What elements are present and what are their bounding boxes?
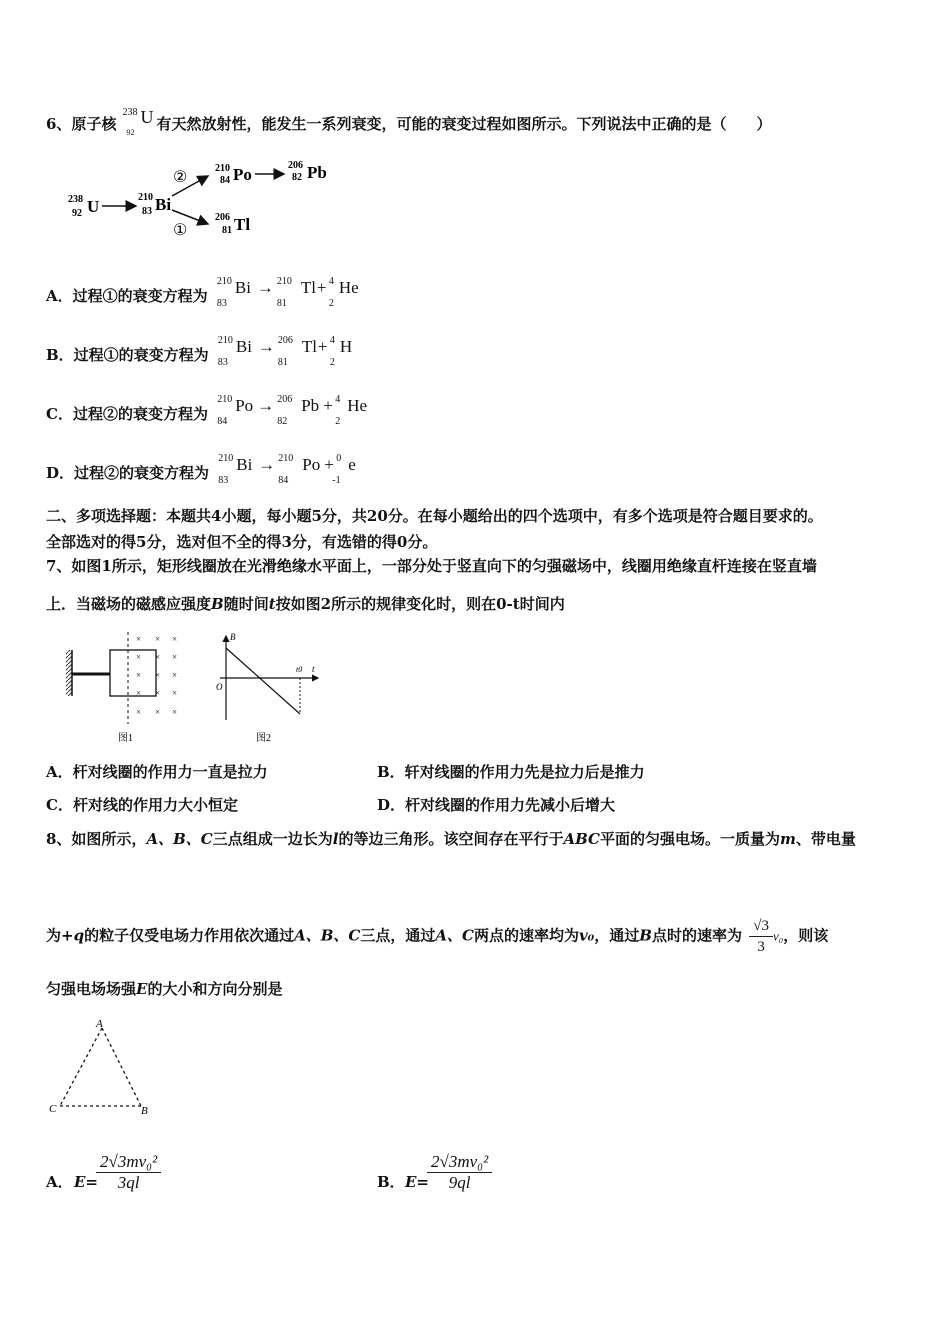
lhs-z: 83 (217, 357, 228, 368)
option-a-num: 2√3mv₀² (96, 1152, 161, 1173)
rhs-sym: Pb (301, 396, 320, 415)
svg-text:×: × (136, 707, 142, 717)
svg-text:×: × (172, 652, 178, 662)
q8-t2a: 为+ (46, 926, 74, 945)
q7-t: t (268, 595, 276, 613)
lhs-sym: Bi (235, 337, 252, 356)
q6-option-d[interactable] (46, 453, 374, 489)
field-crosses (136, 634, 177, 717)
q7-text-b: 随时间 (223, 595, 269, 613)
svg-text:×: × (136, 670, 142, 680)
pb-z: 82 (292, 172, 302, 183)
option-label: B． (377, 1173, 405, 1191)
fig1-label: 图1 (118, 733, 133, 744)
q7-text-a: 上．当磁场的磁感应强度 (46, 595, 212, 613)
svg-text:×: × (172, 707, 178, 717)
rhs-mass: 206 (277, 394, 293, 405)
u-mass: 238 (68, 194, 83, 205)
svg-text:×: × (172, 688, 178, 698)
q7-text-c: 按如图2所示的规律变化时，则在 (275, 595, 497, 613)
svg-text:×: × (155, 670, 161, 680)
b-line (226, 648, 303, 714)
q8-abc2: ABC (563, 830, 600, 848)
svg-text:×: × (155, 652, 161, 662)
decay-diagram (60, 158, 350, 242)
rhs-mass: 210 (278, 453, 294, 464)
vertex-b: B (141, 1105, 148, 1117)
origin-label: O (216, 682, 223, 692)
svg-text:×: × (136, 688, 142, 698)
q8-t2b: 的粒子仅受电场力作用依次通过 (84, 926, 295, 945)
q6-option-b[interactable] (46, 335, 374, 371)
plus-z: 2 (335, 416, 341, 427)
q8-t2g: ，则该 (783, 926, 829, 945)
q8-t3b: 的大小和方向分别是 (147, 980, 283, 998)
q7-B: B (211, 595, 224, 613)
option-label: D．过程②的衰变方程为 (46, 464, 210, 482)
po-z: 84 (220, 175, 230, 186)
plus-mass: 4 (335, 394, 341, 405)
svg-text:×: × (155, 634, 161, 644)
plus-mass: 0 (336, 453, 342, 464)
arrow: → (256, 278, 274, 297)
e-equals: E= (74, 1173, 99, 1191)
equation (214, 335, 374, 371)
q8-t2d: 两点的速率均为 (473, 926, 579, 945)
option-b-num: 2√3mv₀² (427, 1152, 492, 1173)
q8-line3 (46, 979, 282, 999)
fig2-label: 图2 (256, 733, 271, 744)
q6-suffix: 有天然放射性，能发生一系列衰变，可能的衰变过程如图所示。下列说法中正确的是（ ） (156, 115, 772, 133)
bi-z: 83 (142, 206, 152, 217)
q8-E: E (136, 980, 148, 998)
bi-mass: 210 (138, 192, 153, 203)
side-ac (60, 1028, 102, 1106)
q6-option-c[interactable] (46, 394, 383, 430)
svg-text:×: × (155, 707, 161, 717)
q6-option-a[interactable] (46, 276, 373, 312)
option-label: C．过程②的衰变方程为 (46, 405, 208, 423)
t0-label: t0 (296, 665, 303, 674)
lhs-z: 83 (218, 475, 229, 486)
e-equals: E= (405, 1173, 430, 1191)
option-b-fraction (427, 1152, 492, 1193)
lhs-sym: Po (235, 396, 254, 415)
q8-t1e: 、带电量 (795, 830, 856, 848)
plus-sym: He (347, 396, 368, 415)
lhs-sym: Bi (236, 455, 253, 474)
plus: + (324, 455, 334, 474)
q6-stem (46, 107, 772, 137)
rhs-mass: 206 (277, 335, 293, 346)
q8-line1 (46, 829, 856, 849)
vertex-c: C (49, 1103, 57, 1115)
section2-line1: 二、多项选择题：本题共4小题，每小题5分，共20分。在每小题给出的四个选项中，有多个选项是符合题目要求的。 (46, 507, 823, 525)
rhs-sym: Tl (301, 337, 318, 356)
q6-prefix: 原子核 (71, 115, 117, 133)
q6-nuclide-symbol: U (140, 107, 154, 127)
plus-mass: 4 (328, 276, 334, 287)
po-symbol: Po (233, 165, 252, 184)
vertex-a: A (96, 1018, 103, 1030)
svg-text:×: × (155, 688, 161, 698)
po-mass: 210 (215, 163, 230, 174)
q8-line2 (46, 916, 828, 957)
plus: + (316, 278, 327, 297)
q7-text-d: 时间内 (519, 595, 565, 613)
q8-ac: A、C (435, 926, 474, 945)
option-label: B．过程①的衰变方程为 (46, 346, 209, 364)
q8-t1a: 8、如图所示， (46, 830, 147, 848)
q8-t2e: ，通过 (594, 926, 640, 945)
lhs-z: 84 (217, 416, 228, 427)
rhs-mass: 210 (276, 276, 292, 287)
pb-mass: 206 (288, 160, 303, 171)
triangle-diagram (44, 1016, 164, 1120)
q7-option-b[interactable]: B．轩对线圈的作用力先是拉力后是推力 (377, 763, 645, 781)
equation (213, 276, 373, 312)
q7-option-c[interactable]: C．杆对线的作用力大小恒定 (46, 796, 238, 814)
plus-z: 2 (329, 357, 335, 368)
lhs-sym: Bi (234, 278, 251, 297)
q6-number: 6、 (46, 115, 72, 133)
q8-abc1: A、B、C (146, 830, 213, 848)
tl-mass: 206 (215, 212, 230, 223)
rhs-sym: Po (302, 455, 321, 474)
plus: + (323, 396, 333, 415)
axis-b-label: B (230, 632, 236, 642)
tl-symbol: Tl (234, 215, 251, 234)
svg-text:×: × (136, 634, 142, 644)
path1-label: ① (173, 222, 188, 239)
rhs-z: 84 (278, 475, 289, 486)
q8-t1b: 三点组成一边长为 (212, 830, 333, 848)
speed-fraction (749, 916, 773, 957)
svg-text:×: × (172, 670, 178, 680)
q7-option-a[interactable]: A．杆对线圈的作用力一直是拉力 (46, 763, 268, 781)
rhs-sym: Tl (300, 278, 316, 297)
rhs-z: 82 (277, 416, 288, 427)
q8-t1c: 的等边三角形。该空间存在平行于 (338, 830, 564, 848)
q8-t2f: 点时的速率为 (651, 926, 742, 945)
option-a-den: 3ql (117, 1173, 140, 1192)
plus-sym: H (339, 337, 353, 356)
option-b-den: 9ql (448, 1173, 471, 1192)
q7-line1: 7、如图1所示，矩形线圈放在光滑绝缘水平面上，一部分处于竖直向下的匀强磁场中，线圈用绝缘直杆连接在竖直墙 (46, 557, 817, 575)
plus-z: -1 (332, 475, 341, 486)
lhs-z: 83 (216, 298, 227, 309)
lhs-mass: 210 (217, 335, 233, 346)
equation (213, 394, 383, 430)
plus-sym: e (348, 455, 356, 474)
option-label: A．过程①的衰变方程为 (46, 287, 208, 305)
option-label: A． (46, 1173, 73, 1191)
arrow: → (257, 337, 275, 356)
q8-t3a: 匀强电场场强 (46, 980, 137, 998)
rhs-z: 81 (276, 298, 287, 309)
plus-z: 2 (328, 298, 334, 309)
q8-l: l (332, 830, 339, 848)
q6-nuclide-z: 92 (126, 128, 135, 137)
q8-v0: v₀ (578, 926, 595, 945)
section2-line2: 全部选对的得5分，选对但不全的得3分，有选错的得0分。 (46, 533, 438, 551)
u-z: 92 (72, 208, 82, 219)
q6-nuclide-mass: 238 (122, 107, 138, 118)
arrow: → (257, 396, 275, 415)
q8-t2c: 三点，通过 (360, 926, 436, 945)
q6-nuclide (116, 107, 156, 137)
side-ab (102, 1028, 141, 1106)
lhs-mass: 210 (217, 394, 233, 405)
tl-z: 81 (222, 225, 232, 236)
plus-mass: 4 (329, 335, 335, 346)
q8-b-point: B (639, 926, 652, 945)
wall (66, 650, 72, 696)
q8-abc3: A、B、C (294, 926, 361, 945)
u-symbol: U (87, 197, 100, 216)
option-a-fraction (96, 1152, 161, 1193)
plus-sym: He (338, 278, 359, 297)
lhs-mass: 210 (218, 453, 234, 464)
bi-symbol: Bi (155, 195, 172, 214)
q8-t1d: 平面的匀强电场。一质量为 (600, 830, 781, 848)
fraction-num: √3 (749, 916, 773, 937)
coil (110, 650, 156, 696)
svg-text:×: × (172, 634, 178, 644)
svg-text:×: × (136, 652, 142, 662)
fraction-v0: v₀ (772, 928, 784, 944)
fraction-den: 3 (757, 939, 765, 955)
equation (214, 453, 374, 489)
plus: + (317, 337, 328, 356)
q8-q: q (73, 926, 85, 945)
q8-m: m (780, 830, 796, 848)
axis-t-label: t (312, 664, 315, 674)
path2-label: ② (173, 169, 188, 186)
q7-option-d[interactable]: D．杆对线圈的作用力先减小后增大 (377, 796, 616, 814)
lhs-mass: 210 (216, 276, 232, 287)
rhs-z: 81 (277, 357, 288, 368)
pb-symbol: Pb (307, 163, 327, 182)
arrow: → (258, 455, 276, 474)
q7-line2 (46, 594, 565, 614)
q7-figures (60, 628, 330, 748)
q7-range: 0-t (496, 595, 520, 613)
